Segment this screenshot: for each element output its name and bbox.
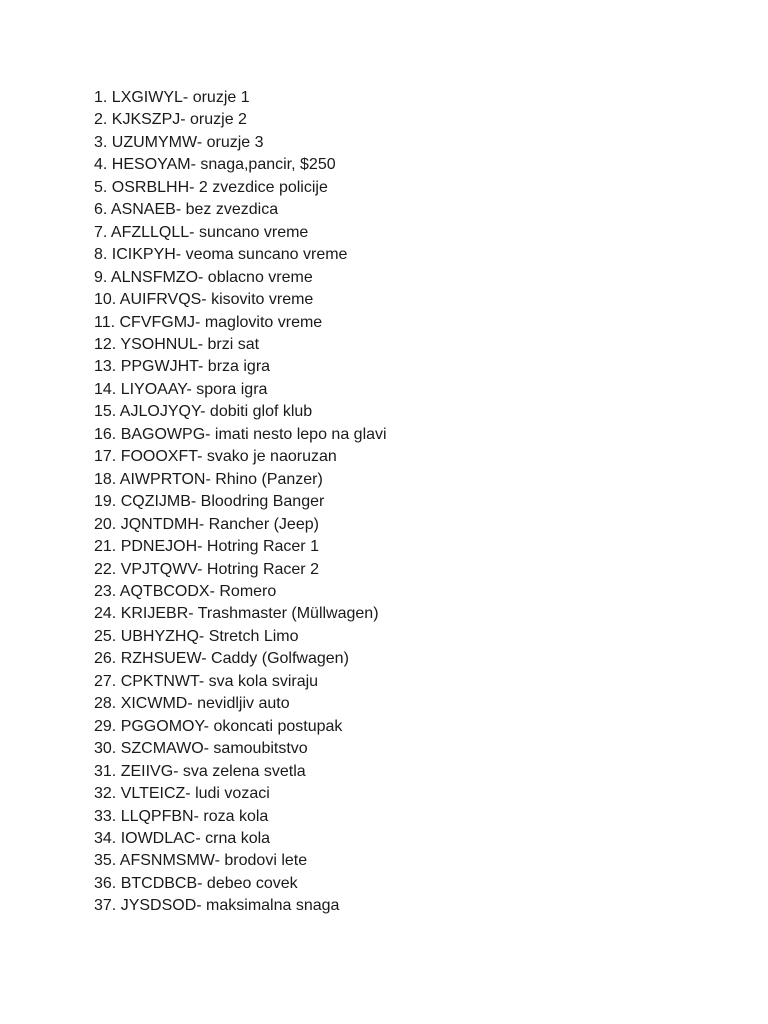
list-item: 7. AFZLLQLL- suncano vreme <box>94 223 309 241</box>
list-item: 34. IOWDLAC- crna kola <box>94 829 271 847</box>
list-item: 11. CFVFGMJ- maglovito vreme <box>94 313 323 331</box>
list-item: 14. LIYOAAY- spora igra <box>94 380 268 398</box>
list-item: 16. BAGOWPG- imati nesto lepo na glavi <box>94 425 387 443</box>
list-item: 23. AQTBCODX- Romero <box>94 582 277 600</box>
list-item: 5. OSRBLHH- 2 zvezdice policije <box>94 178 328 196</box>
list-item: 36. BTCDBCB- debeo covek <box>94 874 298 892</box>
list-item: 12. YSOHNUL- brzi sat <box>94 335 260 353</box>
list-item: 4. HESOYAM- snaga,pancir, $250 <box>94 156 336 174</box>
list-item: 29. PGGOMOY- okoncati postupak <box>94 717 343 735</box>
list-item: 9. ALNSFMZO- oblacno vreme <box>94 268 313 286</box>
list-item: 13. PPGWJHT- brza igra <box>94 358 271 376</box>
list-item: 20. JQNTDMH- Rancher (Jeep) <box>94 515 319 533</box>
list-item: 22. VPJTQWV- Hotring Racer 2 <box>94 560 319 578</box>
list-item: 24. KRIJEBR- Trashmaster (Müllwagen) <box>94 605 379 623</box>
list-item: 35. AFSNMSMW- brodovi lete <box>94 852 308 870</box>
list-item: 1. LXGIWYL- oruzje 1 <box>94 89 250 106</box>
list-item: 18. AIWPRTON- Rhino (Panzer) <box>94 470 323 488</box>
list-item: 8. ICIKPYH- veoma suncano vreme <box>94 246 348 264</box>
list-item: 27. CPKTNWT- sva kola sviraju <box>94 672 319 690</box>
list-item: 19. CQZIJMB- Bloodring Banger <box>94 493 325 511</box>
list-item: 10. AUIFRVQS- kisovito vreme <box>94 291 314 309</box>
list-item: 21. PDNEJOH- Hotring Racer 1 <box>94 538 319 556</box>
list-item: 26. RZHSUEW- Caddy (Golfwagen) <box>94 650 349 668</box>
list-item: 30. SZCMAWO- samoubitstvo <box>94 740 308 758</box>
list-item: 31. ZEIIVG- sva zelena svetla <box>94 762 306 780</box>
list-item: 6. ASNAEB- bez zvezdica <box>94 201 279 219</box>
list-item: 33. LLQPFBN- roza kola <box>94 807 269 825</box>
list-item: 3. UZUMYMW- oruzje 3 <box>94 133 264 151</box>
cheat-code-list <box>94 87 387 918</box>
list-item: 25. UBHYZHQ- Stretch Limo <box>94 627 299 645</box>
list-item: 15. AJLOJYQY- dobiti glof klub <box>94 403 313 421</box>
list-item: 32. VLTEICZ- ludi vozaci <box>94 785 270 803</box>
list-item: 2. KJKSZPJ- oruzje 2 <box>94 111 247 129</box>
list-item: 28. XICWMD- nevidljiv auto <box>94 695 290 713</box>
list-item: 17. FOOOXFT- svako je naoruzan <box>94 448 337 466</box>
list-item: 37. JYSDSOD- maksimalna snaga <box>94 897 340 915</box>
